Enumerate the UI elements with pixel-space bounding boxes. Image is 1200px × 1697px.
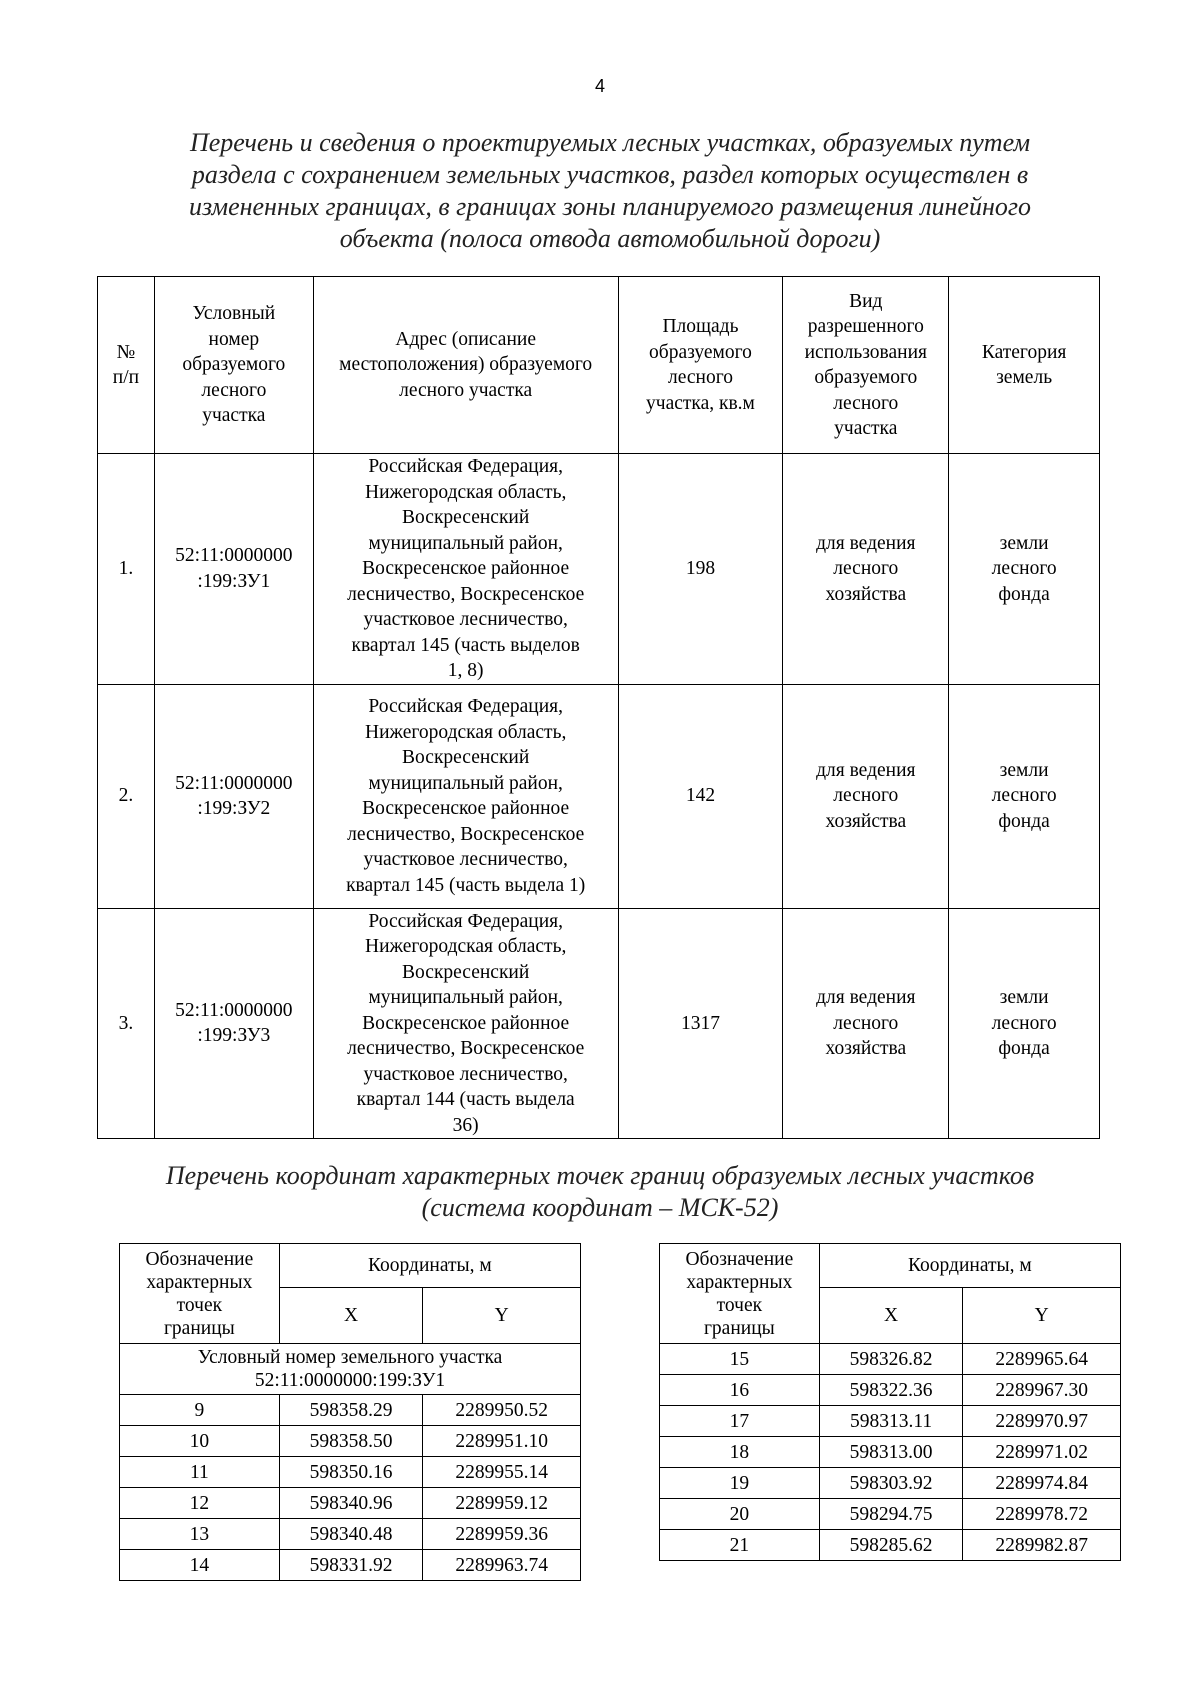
coord-x: 598350.16 (279, 1457, 423, 1488)
cell-line: Российская Федерация, (368, 696, 563, 717)
plot-address (313, 908, 618, 1139)
table-row (120, 1395, 581, 1426)
title-line: объекта (полоса отвода автомобильной дороги) (339, 224, 881, 253)
cell-line: Воскресенский (402, 747, 530, 768)
coord-x: 598340.48 (279, 1519, 423, 1550)
table-row (660, 1344, 1121, 1375)
table-row (98, 908, 1100, 1139)
cell-line: для ведения (816, 532, 916, 554)
cell-line: фонда (998, 583, 1050, 605)
header-x: X (279, 1288, 423, 1344)
header-category (949, 277, 1100, 454)
header-line: границы (703, 1317, 775, 1339)
coord-y: 2289955.14 (423, 1457, 581, 1488)
cell-line: лесного (833, 785, 899, 807)
plot-area: 1317 (618, 908, 783, 1139)
table-row (660, 1499, 1121, 1530)
table-header-row (120, 1244, 581, 1288)
point-id: 12 (120, 1488, 280, 1519)
coord-y: 2289951.10 (423, 1426, 581, 1457)
table-row (660, 1375, 1121, 1406)
point-id: 19 (660, 1468, 820, 1499)
header-line: п/п (112, 367, 140, 388)
header-line: лесного (201, 379, 267, 401)
point-id: 17 (660, 1406, 820, 1437)
section-title-plots (130, 127, 1090, 255)
cell-line: Воскресенское районное (362, 798, 570, 819)
plot-address (313, 454, 618, 685)
header-line: характерных (146, 1271, 253, 1293)
header-line: разрешенного (807, 316, 924, 337)
header-num (98, 277, 155, 454)
table-row (98, 454, 1100, 685)
coord-y: 2289967.30 (963, 1375, 1121, 1406)
header-y: Y (423, 1288, 581, 1344)
cell-line: фонда (998, 810, 1050, 832)
cell-line: лесничество, Воскресенское (347, 1038, 585, 1059)
cell-line: для ведения (816, 987, 916, 1008)
header-line: образуемого (814, 367, 918, 388)
cell-line: земли (999, 532, 1049, 554)
header-line: характерных (686, 1271, 793, 1293)
header-permitted-use (783, 277, 949, 454)
point-id: 21 (660, 1530, 820, 1561)
cell-line: участковое лесничество, (363, 849, 568, 870)
cell-line: лесного (833, 1012, 899, 1034)
table-row (120, 1426, 581, 1457)
coord-x: 598358.29 (279, 1395, 423, 1426)
cell-line: хозяйства (825, 810, 907, 832)
plot-category (949, 454, 1100, 685)
coord-x: 598322.36 (819, 1375, 963, 1406)
header-line: Вид (849, 290, 883, 312)
cell-line: лесного (991, 1012, 1057, 1034)
plot-category (949, 684, 1100, 908)
title-line: (система координат – МСК-52) (421, 1193, 779, 1222)
cell-line: лесного (991, 558, 1057, 579)
cell-line: Российская Федерация, (368, 456, 563, 477)
header-line: образуемого (182, 354, 286, 376)
cell-line: :199:ЗУ1 (197, 570, 271, 592)
header-line: точек (716, 1294, 763, 1316)
table-row (120, 1488, 581, 1519)
point-id: 15 (660, 1344, 820, 1375)
header-line: лесного (667, 367, 733, 388)
coord-x: 598326.82 (819, 1344, 963, 1375)
cell-line: муниципальный район, (368, 772, 563, 794)
point-id: 16 (660, 1375, 820, 1406)
cell-line: 1, 8) (447, 660, 484, 681)
plot-number (154, 908, 313, 1139)
plot-area: 142 (618, 684, 783, 908)
header-line: земель (996, 367, 1053, 388)
coord-x: 598331.92 (279, 1550, 423, 1581)
point-id: 11 (120, 1457, 280, 1488)
cell-line: 52:11:0000000 (175, 999, 293, 1021)
coord-y: 2289959.36 (423, 1519, 581, 1550)
coord-x: 598358.50 (279, 1426, 423, 1457)
header-line: номер (208, 328, 260, 350)
cell-line: Нижегородская область, (364, 936, 567, 957)
coord-x: 598313.00 (819, 1437, 963, 1468)
cell-line: Воскресенский (402, 961, 530, 983)
cell-line: Нижегородская область, (364, 481, 567, 503)
row-num: 1. (98, 454, 155, 685)
header-point (120, 1244, 280, 1344)
header-line: участка (202, 405, 266, 427)
coord-x: 598313.11 (819, 1406, 963, 1437)
title-line: раздела с сохранением земельных участков, раздел которых осуществлен в (191, 160, 1029, 189)
table-header-row (660, 1244, 1121, 1288)
header-line: лесного участка (399, 379, 533, 401)
cell-line: земли (999, 987, 1049, 1008)
plot-number (154, 684, 313, 908)
coord-x: 598285.62 (819, 1530, 963, 1561)
point-id: 13 (120, 1519, 280, 1550)
cell-line: муниципальный район, (368, 532, 563, 554)
coord-y: 2289974.84 (963, 1468, 1121, 1499)
point-id: 9 (120, 1395, 280, 1426)
header-line: участка (834, 418, 898, 439)
cell-line: 36) (452, 1114, 479, 1136)
plot-use (783, 454, 949, 685)
coord-y: 2289970.97 (963, 1406, 1121, 1437)
plot-category (949, 908, 1100, 1139)
cell-line: Воскресенское районное (362, 558, 570, 579)
page-number: 4 (594, 76, 605, 96)
table-row (660, 1530, 1121, 1561)
coordinates-table-right (659, 1243, 1121, 1561)
header-line: образуемого (649, 341, 752, 363)
cell-line: квартал 145 (часть выдела 1) (346, 874, 586, 896)
header-line: № (116, 341, 136, 363)
cell-line: :199:ЗУ3 (197, 1025, 271, 1047)
point-id: 10 (120, 1426, 280, 1457)
cell-line: лесного (833, 558, 899, 579)
section-title-coordinates (90, 1160, 1110, 1224)
header-line: точек (176, 1294, 223, 1316)
header-line: Обозначение (685, 1248, 794, 1270)
cell-line: фонда (998, 1038, 1050, 1059)
header-coordinates: Координаты, м (279, 1244, 580, 1288)
header-line: использования (804, 341, 928, 363)
point-id: 18 (660, 1437, 820, 1468)
coord-y: 2289978.72 (963, 1499, 1121, 1530)
cell-line: лесного (991, 785, 1057, 807)
cell-line: Воскресенский (402, 507, 530, 528)
table-row (120, 1550, 581, 1581)
plot-address (313, 684, 618, 908)
cell-line: 52:11:0000000:199:ЗУ1 (254, 1370, 446, 1391)
table-row (98, 684, 1100, 908)
header-point (660, 1244, 820, 1344)
header-line: Обозначение (145, 1248, 254, 1270)
plot-use (783, 908, 949, 1139)
cell-line: земли (999, 759, 1049, 781)
header-line: Адрес (описание (395, 328, 536, 350)
cell-line: Условный номер земельного участка (197, 1347, 503, 1368)
header-coordinates: Координаты, м (819, 1244, 1120, 1288)
cell-line: Нижегородская область, (364, 721, 567, 743)
header-x: X (819, 1288, 963, 1344)
table-row (120, 1457, 581, 1488)
cell-line: лесничество, Воскресенское (347, 823, 585, 845)
cell-line: участковое лесничество, (363, 1063, 568, 1085)
coord-y: 2289950.52 (423, 1395, 581, 1426)
plot-use (783, 684, 949, 908)
plot-number (154, 454, 313, 685)
coord-x: 598340.96 (279, 1488, 423, 1519)
title-line: измененных границах, в границах зоны планируемого размещения линейного (188, 192, 1032, 221)
table-row (660, 1437, 1121, 1468)
coordinates-table-left (119, 1243, 581, 1581)
header-area (618, 277, 783, 454)
cell-line: 52:11:0000000 (175, 545, 293, 567)
header-line: Условный (192, 303, 276, 325)
point-id: 14 (120, 1550, 280, 1581)
table-row (660, 1468, 1121, 1499)
cell-line: для ведения (816, 759, 916, 781)
plot-group-label (120, 1344, 581, 1395)
point-id: 20 (660, 1499, 820, 1530)
coord-y: 2289959.12 (423, 1488, 581, 1519)
header-line: участка, кв.м (646, 392, 755, 414)
cell-line: хозяйства (825, 1038, 907, 1059)
header-y: Y (963, 1288, 1121, 1344)
row-num: 2. (98, 684, 155, 908)
coord-y: 2289971.02 (963, 1437, 1121, 1468)
title-line: Перечень координат характерных точек границ образуемых лесных участков (165, 1161, 1035, 1190)
cell-line: 52:11:0000000 (175, 772, 293, 794)
header-line: лесного (833, 392, 899, 414)
header-line: Площадь (662, 316, 739, 337)
cell-line: участковое лесничество, (363, 609, 568, 630)
cell-line: лесничество, Воскресенское (347, 583, 585, 605)
header-line: границы (163, 1317, 235, 1339)
cell-line: Российская Федерация, (368, 910, 563, 932)
header-address (313, 277, 618, 454)
coord-x: 598303.92 (819, 1468, 963, 1499)
table-row (120, 1519, 581, 1550)
cell-line: Воскресенское районное (362, 1012, 570, 1034)
coord-y: 2289963.74 (423, 1550, 581, 1581)
table-row (660, 1406, 1121, 1437)
coord-y: 2289965.64 (963, 1344, 1121, 1375)
coord-x: 598294.75 (819, 1499, 963, 1530)
plot-area: 198 (618, 454, 783, 685)
cell-line: квартал 145 (часть выделов (351, 634, 580, 656)
cell-line: :199:ЗУ2 (197, 798, 271, 819)
header-plot-number (154, 277, 313, 454)
title-line: Перечень и сведения о проектируемых лесных участках, образуемых путем (189, 128, 1031, 157)
coord-y: 2289982.87 (963, 1530, 1121, 1561)
cell-line: хозяйства (825, 583, 907, 605)
cell-line: муниципальный район, (368, 987, 563, 1008)
table-header-row (98, 277, 1100, 454)
plot-group-row (120, 1344, 581, 1395)
header-line: Категория (981, 341, 1067, 363)
cell-line: квартал 144 (часть выдела (356, 1089, 575, 1110)
forest-plots-table (97, 276, 1100, 1139)
header-line: местоположения) образуемого (339, 354, 593, 376)
row-num: 3. (98, 908, 155, 1139)
